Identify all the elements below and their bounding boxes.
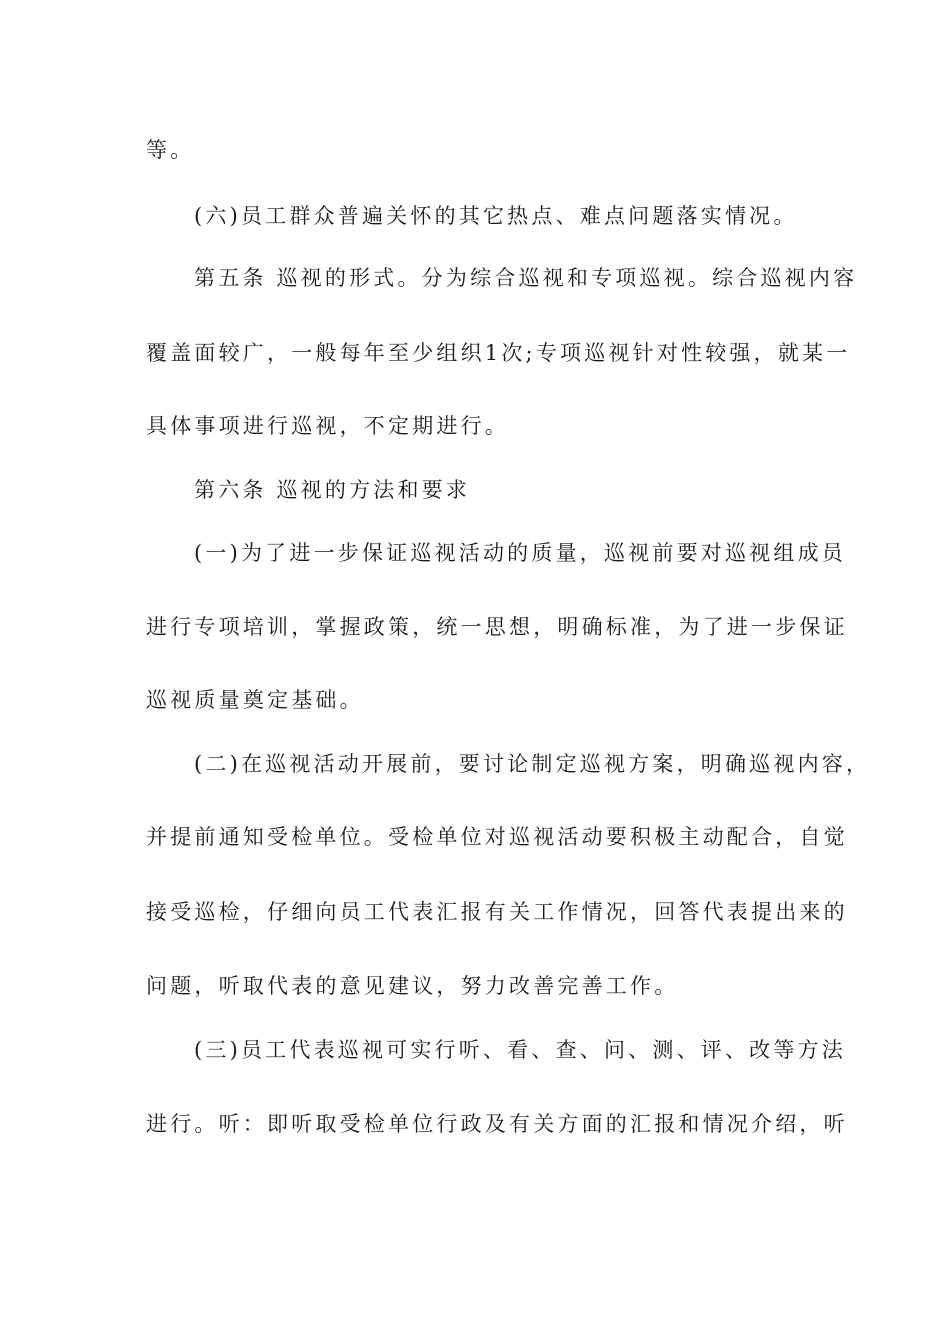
text-line-13: 问题，听取代表的意见建议，努力改善完善工作。	[146, 974, 679, 998]
text-line-14: (三)员工代表巡视可实行听、看、查、问、测、评、改等方法	[194, 1038, 846, 1062]
text-line-7: (一)为了进一步保证巡视活动的质量，巡视前要对巡视组成员	[194, 541, 846, 565]
text-line-6: 第六条 巡视的方法和要求	[194, 478, 471, 502]
text-line-11: 并提前通知受检单位。受检单位对巡视活动要积极主动配合，自觉	[146, 825, 848, 849]
text-line-9: 巡视质量奠定基础。	[146, 688, 364, 712]
text-line-4: 覆盖面较广，一般每年至少组织1次;专项巡视针对性较强，就某一	[146, 341, 851, 365]
text-line-3: 第五条 巡视的形式。分为综合巡视和专项巡视。综合巡视内容	[194, 266, 858, 290]
text-line-2: (六)员工群众普遍关怀的其它热点、难点问题落实情况。	[194, 204, 798, 228]
text-line-1: 等。	[146, 138, 195, 162]
text-line-5: 具体事项进行巡视，不定期进行。	[146, 414, 509, 438]
text-line-12: 接受巡检，仔细向员工代表汇报有关工作情况，回答代表提出来的	[146, 900, 848, 924]
text-line-8: 进行专项培训，掌握政策，统一思想，明确标准，为了进一步保证	[146, 615, 848, 639]
text-line-15: 进行。听：即听取受检单位行政及有关方面的汇报和情况介绍，听	[146, 1112, 848, 1136]
text-line-10: (二)在巡视活动开展前，要讨论制定巡视方案，明确巡视内容，	[194, 752, 871, 776]
